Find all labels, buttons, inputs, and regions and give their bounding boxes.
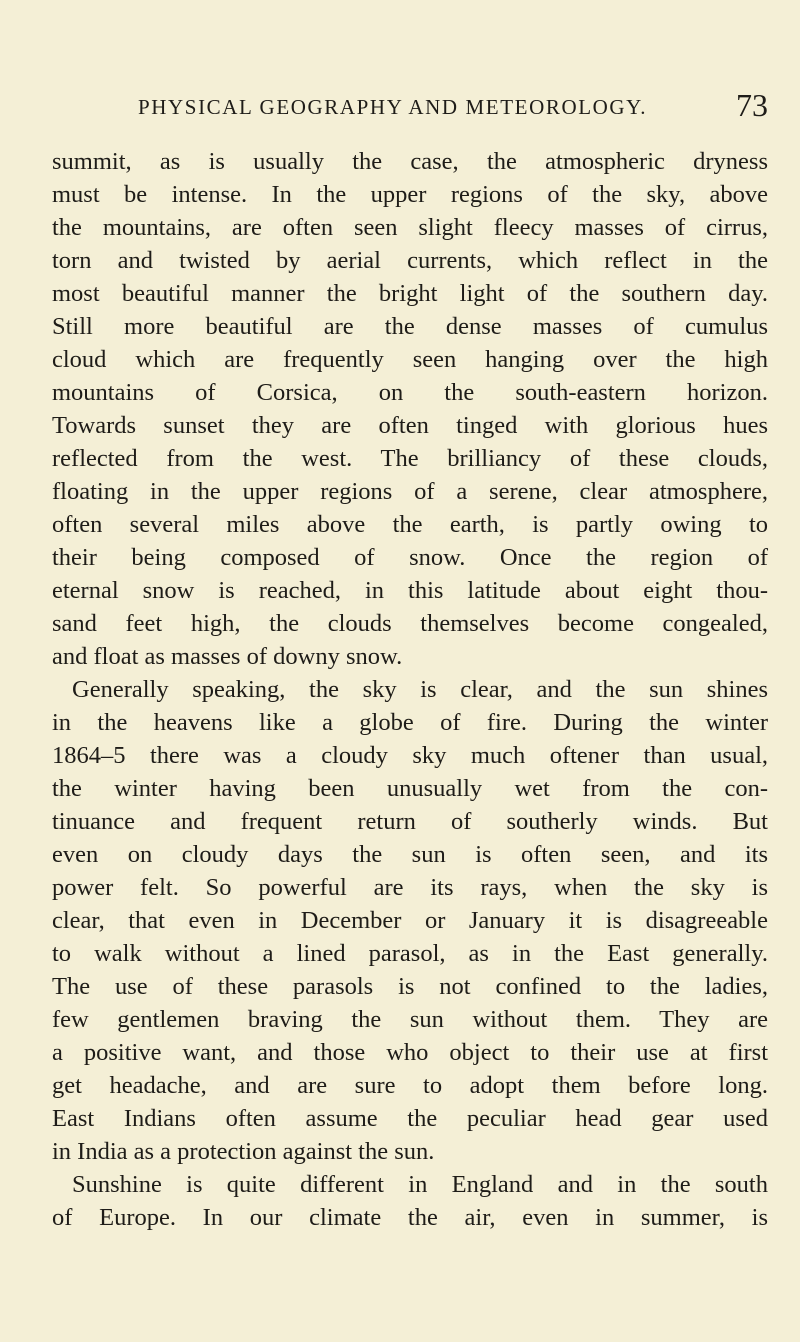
- text-line: the winter having been unusually wet from the con-: [52, 775, 768, 802]
- text-line: most beautiful manner the bright light of the southern day.: [52, 280, 768, 307]
- text-line: East Indians often assume the peculiar head gear used: [52, 1105, 768, 1132]
- text-line: in India as a protection against the sun.: [52, 1138, 435, 1165]
- text-line: to walk without a lined parasol, as in the East generally.: [52, 940, 768, 967]
- body-text: [52, 145, 768, 1234]
- text-line: even on cloudy days the sun is often seen, and its: [52, 841, 768, 868]
- text-line: tinuance and frequent return of southerly winds. But: [52, 808, 768, 835]
- text-line: in the heavens like a globe of fire. During the winter: [52, 709, 768, 736]
- text-line: cloud which are frequently seen hanging over the high: [52, 346, 768, 373]
- text-line: Sunshine is quite different in England and in the south: [72, 1171, 768, 1198]
- text-line: sand feet high, the clouds themselves become congealed,: [52, 610, 768, 637]
- text-line: power felt. So powerful are its rays, when the sky is: [52, 874, 768, 901]
- text-line: Generally speaking, the sky is clear, and the sun shines: [72, 676, 768, 703]
- text-line: a positive want, and those who object to their use at first: [52, 1039, 768, 1066]
- page-number: 73: [736, 87, 768, 123]
- text-line: of Europe. In our climate the air, even in summer, is: [52, 1204, 768, 1231]
- running-title: PHYSICAL GEOGRAPHY AND METEOROLOGY.: [138, 95, 648, 119]
- text-line: few gentlemen braving the sun without them. They are: [52, 1006, 768, 1033]
- text-line: get headache, and are sure to adopt them before long.: [52, 1072, 768, 1099]
- text-line: eternal snow is reached, in this latitude about eight thou-: [52, 577, 768, 604]
- text-line: 1864–5 there was a cloudy sky much oftener than usual,: [52, 742, 768, 769]
- running-head: [138, 87, 768, 134]
- text-line: Still more beautiful are the dense masses of cumulus: [52, 313, 768, 340]
- text-line: The use of these parasols is not confined to the ladies,: [52, 973, 768, 1000]
- text-line: summit, as is usually the case, the atmospheric dryness: [52, 148, 768, 175]
- text-line: clear, that even in December or January it is disagreeable: [52, 907, 768, 934]
- text-line: floating in the upper regions of a serene, clear atmosphere,: [52, 478, 768, 505]
- text-line: must be intense. In the upper regions of the sky, above: [52, 181, 768, 208]
- text-line: the mountains, are often seen slight fleecy masses of cirrus,: [52, 214, 768, 241]
- text-line: mountains of Corsica, on the south-eastern horizon.: [52, 379, 768, 406]
- text-line: Towards sunset they are often tinged with glorious hues: [52, 412, 768, 439]
- text-line: reflected from the west. The brilliancy of these clouds,: [52, 445, 768, 472]
- text-line: and float as masses of downy snow.: [52, 643, 403, 670]
- text-line: often several miles above the earth, is partly owing to: [52, 511, 768, 538]
- text-line: torn and twisted by aerial currents, which reflect in the: [52, 247, 768, 274]
- text-line: their being composed of snow. Once the region of: [52, 544, 768, 571]
